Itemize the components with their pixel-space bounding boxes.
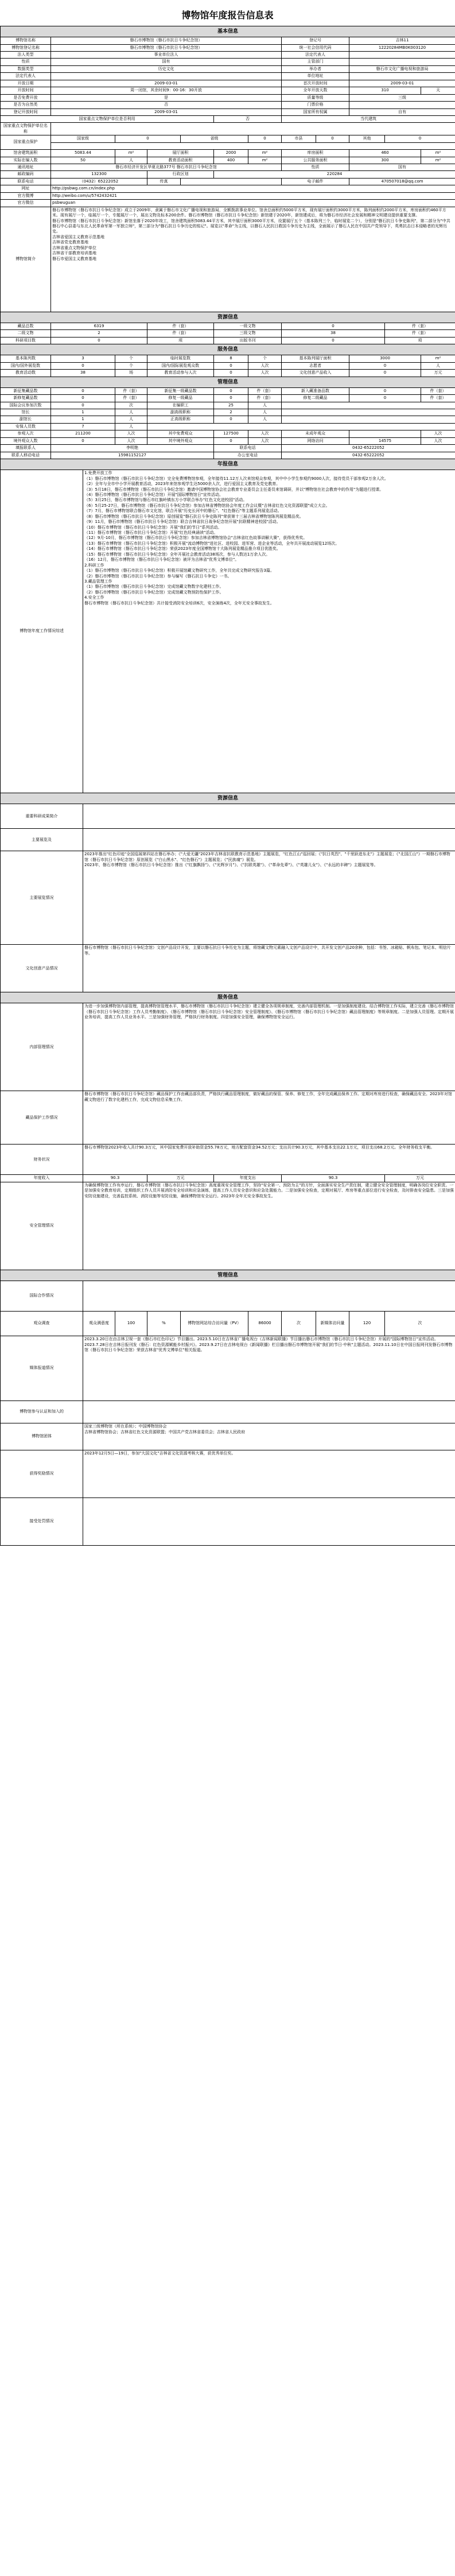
wechat-label: 官方微信 — [1, 200, 51, 207]
state-value: 否 — [214, 115, 282, 122]
new-coll-label: 新征集藏品数 — [1, 387, 51, 394]
grade2-value: 2 — [51, 330, 147, 337]
security-blank — [147, 423, 455, 430]
cultural-label: 文化创意产品收入 — [282, 370, 349, 377]
senior-label: 正高级职称 — [147, 416, 214, 423]
areacode-label: 行政区划 — [147, 171, 214, 178]
director-count-unit: 人 — [115, 409, 147, 416]
satisfaction-unit: % — [147, 1312, 181, 1336]
staff-total-unit: 次 — [115, 402, 147, 409]
senior-unit: 人 — [248, 416, 282, 423]
contact-label: 填报联系人 — [1, 445, 51, 452]
penalty-value — [83, 1498, 455, 1546]
satisfaction-value: 100 — [115, 1312, 147, 1336]
owner-label: 国家所有权属 — [282, 108, 349, 115]
ticket-value — [349, 102, 455, 108]
cultural-product-value: 磐石市博物馆（磐石市抗日斗争纪念馆）文创产品设计开发，主要以磐石抗日斗争历史为主题，将馆藏文物元素融入文创产品设计中，共开发文创产品20余种，包括：书签、冰箱贴、帆布包、笔记本、明信片等。 — [83, 945, 455, 992]
zip-value: 132300 — [51, 171, 147, 178]
repair-other-label: 修复二级藏品 — [282, 395, 349, 402]
storage-unit: m² — [421, 150, 455, 157]
web-visit-value: 86000 — [248, 1312, 282, 1336]
edu-label: 教育活动数 — [1, 370, 51, 377]
legal-rep-value — [349, 52, 455, 59]
address-value — [349, 73, 455, 80]
vol-unit: 人 — [421, 362, 455, 369]
new-grade-unit: 件（套） — [248, 387, 282, 394]
basic-ex-label: 基本陈列数 — [1, 355, 51, 362]
overseas-value: 0 — [51, 437, 115, 444]
repair-grade-unit: 件（套） — [248, 395, 282, 402]
legal-label: 法人类型 — [1, 52, 51, 59]
basic-ex-area-unit: m² — [421, 355, 455, 362]
staff-value: 50 — [51, 157, 115, 164]
minors-unit: 人次 — [421, 430, 455, 437]
section-basic: 基本信息 — [1, 26, 455, 37]
free-visit-value: 127500 — [214, 430, 248, 437]
staff-label: 实际在编人数 — [1, 157, 51, 164]
contact-phone-value: 0432-65222052 — [282, 445, 455, 452]
repair-grade-label: 修复一级藏品 — [147, 395, 214, 402]
edu-area-value: 400 — [214, 157, 248, 164]
unit-value: 当代建筑 — [282, 115, 455, 122]
level-other-label: 其他 — [349, 135, 385, 142]
satisfaction-label: 观众满意度 — [83, 1312, 115, 1336]
open-date-value: 2009-03-01 — [51, 80, 282, 87]
online-visit-value: 14575 — [349, 437, 421, 444]
level-country-label: 国家级 — [51, 135, 115, 142]
phone-value: （0432）65222052 — [51, 178, 147, 185]
nature2-label: 性质 — [282, 164, 349, 171]
level-province-label: 省级 — [181, 135, 248, 142]
open-date-label: 开放日期 — [1, 80, 51, 87]
mid-label: 副高级职称 — [147, 409, 214, 416]
exhibit-area-label: 展厅面积 — [147, 150, 214, 157]
annual-days-label: 全年开放天数 — [282, 87, 349, 94]
intro-value: 磐石市博物馆（磐石市抗日斗争纪念馆）成立于2009年，隶属于磐石市文化广播电视和旅游局，全额拨款事业单位。馆舍总面积约5000平方米，现有展厅面积约3000平方米，陈列面积约2000平方米，库房面积约460平方米。现有展厅一个，临展厅一个，专题展厅一个，展出文物及标本200余件。磐石市博物馆（磐石市抗日斗争纪念馆）新馆建于2020年，新馆建成后，将为磐石市经济社会发展和精神文明建设提供重要支撑。 磐石市博物馆（磐石市抗日斗争纪念馆）新馆坐落于2020年竣工，馆舍建筑面积5083.44平方米，其中展厅面积3000平方米，设置展厅五个（基本陈列三个，临时展览二个），分别是"磐石抗日斗争史陈列"，第二部分为"中共磐石中心县委与东北人民革命军第一军独立师"，第三部分为"磐石抗日斗争历史的铭记"。展览以"革命"为主线，以磐石人民抗日救国斗争历史为主线，全面展示了磐石人民在中国共产党领导下，英勇抗击日本侵略者的光辉历史。 吉林省爱国主义教育示范基地 吉林省党史教育基地 吉林省重点文物保护单位 吉林省干部教育培训基地 磐石市爱国主义教育基地 — [51, 207, 455, 312]
reg-no-value: 吉林11 — [349, 37, 455, 44]
security-value: 7 — [51, 423, 115, 430]
free-value: 是 — [51, 94, 282, 101]
reg-name-value: 磐石市博物馆（磐石市抗日斗争纪念馆） — [51, 44, 282, 51]
fax-value — [181, 178, 282, 185]
temp-ex-value: 8 — [214, 355, 248, 362]
section-service: 服务信息 — [1, 344, 455, 355]
year-income-label: 年度收入 — [1, 1175, 83, 1182]
online-visit-label: 网络访问 — [282, 437, 349, 444]
paper-label: 出版书刊 — [214, 337, 282, 344]
site-label: 网址 — [1, 185, 51, 192]
reg-name-label: 博物馆登记名称 — [1, 44, 51, 51]
building-area-label: 馆舍建筑面积 — [1, 150, 51, 157]
reg-no-label: 登记号 — [282, 37, 349, 44]
ticket-label: 门票价格 — [282, 102, 349, 108]
penalty-label: 接受处罚情况 — [1, 1498, 83, 1546]
area-title-label: 国家重点保护 — [1, 135, 51, 150]
zip-label: 邮政编码 — [1, 171, 51, 178]
postal-label: 通讯地址 — [1, 164, 51, 171]
finance-value: 磐石市博物馆2023年收入共计90.3万元，其中国家免费开放补助资金55.78万元，地方配套资金34.52万元；支出共计90.3万元，其中基本支出22.1万元，项目支出68.2万元。全年财务收支平衡。 — [83, 1145, 455, 1175]
section-management: 管理信息 — [1, 377, 455, 387]
safety-label: 安全管理情况 — [1, 1182, 83, 1270]
grade1-unit: 件（套） — [385, 323, 455, 329]
edu-visitor-value: 0 — [214, 370, 248, 377]
mobile-label: 联系人移动电话 — [1, 452, 51, 459]
fax-label: 传真 — [147, 178, 181, 185]
mobile-visit-label: 新媒体访问量 — [316, 1312, 349, 1336]
repair-value: 0 — [51, 395, 115, 402]
repair-grade-value: 0 — [214, 395, 248, 402]
exhibit-label2: 主要展览情况 — [1, 851, 83, 945]
office-label: 办公室电话 — [214, 452, 282, 459]
research-label: 科研项目数 — [1, 337, 51, 344]
vol-value: 0 — [349, 362, 421, 369]
credit-value: 12220284MB0K003120 — [349, 44, 455, 51]
public-area-label: 公共服务面积 — [282, 157, 349, 164]
phone-label: 联系电话 — [1, 178, 51, 185]
new-coll-value: 0 — [51, 387, 115, 394]
total-value: 6319 — [51, 323, 147, 329]
staff-unit: 人 — [115, 157, 147, 164]
survey-label: 观众调查 — [1, 1312, 83, 1336]
mid-unit: 人 — [248, 409, 282, 416]
edu-visitor-unit: 人次 — [248, 370, 282, 377]
year-expense-unit: 万元 — [385, 1175, 455, 1182]
grade3-label: 三级文物 — [214, 330, 282, 337]
intl-visitor-label: 国内/国际展览观众数 — [147, 362, 214, 369]
building-unit: m² — [115, 150, 147, 157]
basic-ex-area-value: 3000 — [349, 355, 421, 362]
repair-unit: 件（套） — [115, 395, 147, 402]
temp-ex-label: 临时展览数 — [147, 355, 214, 362]
name-value: 磐石市博物馆（磐石市抗日斗争纪念馆） — [51, 37, 282, 44]
legal-rep-label: 法定代表人 — [282, 52, 349, 59]
member-label2: 博物馆团体 — [1, 1423, 83, 1450]
section-resources2: 资源信息 — [1, 793, 455, 804]
host-value: 磐石市文化广播电视和旅游局 — [349, 65, 455, 72]
security-label: 安保人员数 — [1, 423, 51, 430]
intl-visit-label: 其中境外观众 — [147, 437, 214, 444]
year-income-value: 90.3 — [83, 1175, 147, 1182]
state-label: 国家重点文物保护单位是否利用 — [1, 115, 214, 122]
free-visit-unit: 人次 — [248, 430, 282, 437]
level-country-value: 0 — [115, 135, 181, 142]
coop-value — [83, 1281, 455, 1312]
unit-label: 国家重点文物保护单位名称 — [1, 123, 51, 135]
nature-label: 性质 — [1, 59, 51, 65]
grade2-unit: 件（套） — [147, 330, 214, 337]
contact-value: 李明艳 — [51, 445, 214, 452]
open-time-label: 开放时间 — [1, 87, 51, 94]
area-blank — [51, 142, 455, 149]
level-city-value: 0 — [316, 135, 349, 142]
mid-blank — [282, 409, 455, 416]
paper-value: 0 — [282, 337, 385, 344]
new-cat-label: 新入藏准备品数 — [282, 387, 349, 394]
paper-unit: 项 — [385, 337, 455, 344]
year-income-unit: 万元 — [147, 1175, 214, 1182]
public-unit: m² — [421, 157, 455, 164]
member-blank — [83, 1401, 455, 1423]
senior-value: 0 — [214, 416, 248, 423]
grade3-value: 38 — [282, 330, 385, 337]
employees-label: 在编职工 — [147, 402, 214, 409]
first-open-label: 首次开放时间 — [282, 80, 349, 87]
intl-ex-unit: 个 — [115, 362, 147, 369]
credit-label: 统一社会信用代码 — [282, 44, 349, 51]
coop-label: 国际合作情况 — [1, 1281, 83, 1312]
nature-value: 国有 — [51, 59, 282, 65]
exhibit-value: 2023年推出"红色印迹"全国巡展第四站在磐石举办；《"大爱无疆"2023年吉林省抗联教育示范基地》主题展览，"红色江山"巡回展；《"抗日英烈"、"千里跃进东北"》主题展览；《"北国江山"》一期磐石市博物馆（磐石市抗日斗争纪念馆）原创展览《"白山黑水"、"红色磐石"》主题展览；《"民族魂"》展览。 2023年，磐石市博物馆（磐石市抗日斗争纪念馆）推出《"红旗飘扬"》、《"光辉岁月"》、《"抗联英雄"》、《"革命先辈"》、《"英雄儿女"》、《"永远的丰碑"》主题展览等。 — [83, 851, 455, 945]
basic-ex-value: 3 — [51, 355, 115, 362]
free-label: 是否免费开放 — [1, 94, 51, 101]
employees-unit: 人 — [248, 402, 282, 409]
intro-label: 博物馆简介 — [1, 207, 51, 312]
deputy-value: 1 — [51, 416, 115, 423]
org-label: 主管部门 — [282, 59, 349, 65]
level-value: 三级 — [349, 94, 455, 101]
edu-unit-cell: 场 — [115, 370, 147, 377]
year-expense-value: 90.3 — [282, 1175, 385, 1182]
intl-visit-unit: 人次 — [248, 437, 282, 444]
inner-label: 内部管理情况 — [1, 1003, 83, 1091]
web-visit-unit: 次 — [282, 1312, 316, 1336]
intl-visitor-unit: 人次 — [248, 362, 282, 369]
cultural-product-label: 文化创意产品情况 — [1, 945, 83, 992]
postal-value: 磐石市经济开发区华夏北路377号 磐石市抗日斗争纪念馆 — [51, 164, 282, 171]
edu-value: 38 — [51, 370, 115, 377]
section-resources: 资源信息 — [1, 312, 455, 323]
intl-ex-label: 国内/国外展览数 — [1, 362, 51, 369]
reg-open-value: 2009-03-01 — [51, 108, 282, 115]
director-value — [51, 73, 282, 80]
new-coll-unit: 件（套） — [115, 387, 147, 394]
section-management2: 管理信息 — [1, 1270, 455, 1281]
total-label: 藏品总数 — [1, 323, 51, 329]
visitors-value: 211200 — [51, 430, 115, 437]
cultural-unit: 万元 — [421, 370, 455, 377]
important-value — [83, 804, 455, 829]
level-province-value: 0 — [248, 135, 282, 142]
finance-label: 财务状况 — [1, 1145, 83, 1175]
employees-value: 25 — [214, 402, 248, 409]
section-annual: 年报信息 — [1, 459, 455, 470]
section-service2: 服务信息 — [1, 992, 455, 1003]
important-label: 重要科研成果简介 — [1, 804, 83, 829]
exhibit-unit: m² — [248, 150, 282, 157]
staff-total-label: 国际会议参加次数 — [1, 402, 51, 409]
repair-label: 新修复藏品数 — [1, 395, 51, 402]
cultural-value: 0 — [349, 370, 421, 377]
unit-blank — [51, 123, 455, 135]
director-count-label: 馆长 — [1, 409, 51, 416]
edu-area-label: 教育活动面积 — [147, 157, 214, 164]
temp-ex-unit: 个 — [248, 355, 282, 362]
grade1-value: 0 — [282, 323, 385, 329]
grade2-label: 二级文物 — [1, 330, 51, 337]
reg-open-label: 登记开放时间 — [1, 108, 51, 115]
site-value[interactable]: http://psbwg.com.cn/index.php — [51, 185, 455, 192]
wechat-value: psbwuguan — [51, 200, 455, 207]
director-label: 法定代表人 — [1, 73, 51, 80]
areacode-value: 220284 — [214, 171, 455, 178]
weibo-label: 官方微博 — [1, 192, 51, 199]
mobile-visit-value: 120 — [349, 1312, 385, 1336]
exhibit-label: 主要展览及 — [1, 829, 83, 851]
research-value: 0 — [51, 337, 147, 344]
media-value: 2023.3.20日在由吉林卫视一套《磐石市红色印记》节目播出。2023.5.10日在吉林省广播电视台《吉林新闻联播》节目播出磐石市博物馆（磐石市抗日斗争纪念馆）开展的"国际博物馆日"宣传活动。2023.7.28日在吉林日报刊发《磐石：红色资源赋能乡村振兴》。2023.9.27日在吉林电视台《新闻联播》栏目播出磐石市博物馆开展"我们的节日·中秋"主题活动。2023.11.10日在中国日报网刊发磐石市博物馆（磐石市抗日斗争纪念馆）荣获吉林省"优秀文博单位"相关报道。 — [83, 1336, 455, 1401]
new-grade-value: 0 — [214, 387, 248, 394]
member-value: 国家三级博物馆（所在系统）；中国博物馆协会 吉林省博物馆协会；吉林省红色文化资源联盟；中国共产党吉林省委员会；吉林省人民政府 — [83, 1423, 455, 1450]
total-unit: 件（套） — [147, 323, 214, 329]
online-visit-unit: 人次 — [421, 437, 455, 444]
annual-days-value: 310 — [349, 87, 421, 94]
safety-value: 为确保博物馆工作有序运行，磐石市博物馆（磐石市抗日斗争纪念馆）高度重视安全管理工作，坚持"安全第一、预防为主"的方针，全面落实安全生产责任制，建立健全安全管理制度，明确各岗位安全职责。一是加强安全教育培训，定期组织工作人员开展消防安全培训和应急演练，提高工作人员安全意识和应急处置能力。二是加强安全检查，定期对展厅、库房等重点部位进行安全检查，及时排查安全隐患。三是加强安防设施建设，完善监控系统、消防设施等安防设施，确保博物馆安全运行。2023年全年无安全事故发生。 — [83, 1182, 455, 1270]
research-unit: 项 — [147, 337, 214, 344]
senior-blank — [282, 416, 455, 423]
mid-value: 2 — [214, 409, 248, 416]
media-label: 媒体报道情况 — [1, 1336, 83, 1401]
public-area-value: 300 — [349, 157, 421, 164]
level-city-label: 市县 — [282, 135, 316, 142]
intl-ex-value: 0 — [51, 362, 115, 369]
exhibit-blank — [83, 829, 455, 851]
deputy-label: 副馆长 — [1, 416, 51, 423]
repair-other-value: 0 — [349, 395, 421, 402]
basic-ex-area-label: 基本陈列展厅面积 — [282, 355, 349, 362]
security-unit: 人 — [115, 423, 147, 430]
free-visit-label: 其中免费观众 — [147, 430, 214, 437]
open-time-value: 周一闭馆，其余时间9：00-16：30开放 — [51, 87, 282, 94]
storage-area-label: 库房面积 — [282, 150, 349, 157]
level-other-value: 0 — [385, 135, 455, 142]
award-value: 2023年12月5日—19日，参加"大国文化"吉林省文化资源考核大赛，获优秀单位奖。 — [83, 1450, 455, 1498]
grade3-unit: 件（套） — [385, 330, 455, 337]
grade1-label: 一级文物 — [214, 323, 282, 329]
inner-value: 为进一步加强博物馆内部管理，提高博物馆管理水平，磐石市博物馆（磐石市抗日斗争纪念馆）建立健全各项规章制度，完善内部管理机制。一是加强制度建设。结合博物馆工作实际，建立完善《磐石市博物馆（磐石市抗日斗争纪念馆）工作人员考勤制度》、《磐石市博物馆（磐石市抗日斗争纪念馆）安全管理制度》、《磐石市博物馆（磐石市抗日斗争纪念馆）藏品管理制度》等规章制度。二是加强人员管理。定期开展业务培训，提高工作人员业务水平。三是加强财务管理，严格执行财务制度。四是加强安全管理，确保博物馆安全运行。 — [83, 1003, 455, 1091]
type-label: 数据类型 — [1, 65, 51, 72]
intl-visitor-value: 0 — [214, 362, 248, 369]
edu-unit: m² — [248, 157, 282, 164]
address-label: 单位地址 — [282, 73, 349, 80]
storage-area-value: 460 — [349, 150, 421, 157]
office-value: 0432-65222052 — [282, 452, 455, 459]
legal-value: 事业单位法人 — [51, 52, 282, 59]
mobile-visit-unit: 次 — [385, 1312, 455, 1336]
minors-label: 未成年观众 — [282, 430, 349, 437]
award-label: 获得奖励情况 — [1, 1450, 83, 1498]
host-label: 举办者 — [282, 65, 349, 72]
overseas-unit: 人次 — [115, 437, 147, 444]
owner-value: 自有 — [349, 108, 455, 115]
visitors-unit: 人次 — [115, 430, 147, 437]
natural-value: 否 — [51, 102, 282, 108]
email-label: 电子邮件 — [282, 178, 349, 185]
org-value — [349, 59, 455, 65]
year-expense-label: 年度支出 — [214, 1175, 282, 1182]
deputy-unit: 人 — [115, 416, 147, 423]
collection-label: 藏品保护工作情况 — [1, 1091, 83, 1145]
overseas-label: 境外观众人数 — [1, 437, 51, 444]
basic-ex-unit: 个 — [115, 355, 147, 362]
member-label: 博物馆参与认证和加入的 — [1, 1401, 83, 1423]
director-count-value: 1 — [51, 409, 115, 416]
visitors-label: 参观人次 — [1, 430, 51, 437]
annual-days-unit: 天 — [421, 87, 455, 94]
employees-blank — [282, 402, 455, 409]
edu-visitor-label: 教育活动参与人次 — [147, 370, 214, 377]
web-visit-label: 博物馆网站综合访问量（PV） — [181, 1312, 248, 1336]
exhibit-area-value: 2000 — [214, 150, 248, 157]
weibo-value[interactable]: http://weibo.com/u/5742432421 — [51, 192, 455, 199]
building-area-value: 5083.44 — [51, 150, 115, 157]
new-cat-value: 0 — [349, 387, 421, 394]
report-table — [0, 26, 455, 1546]
new-cat-unit: 件（套） — [421, 387, 455, 394]
level-label: 质量等级 — [282, 94, 349, 101]
intl-visit-value: 0 — [214, 437, 248, 444]
name-label: 博物馆名称 — [1, 37, 51, 44]
collection-value: 磐石市博物馆（磐石市抗日斗争纪念馆）藏品保护工作由藏品部负责，严格执行藏品管理制度，做好藏品的保管、保养、修复工作，全年完成藏品保养工作。定期对库房进行检查，确保藏品安全。2023年对馆藏文物进行了数字化建档工作，完成文物信息采集工作。 — [83, 1091, 455, 1145]
report-value: 1.免费开放工作 （1）磐石市博物馆（磐石市抗日斗争纪念馆）完全免费博物馆参观，全年接待11.12万人次来馆观众参观，其中中小学生参观约9000人次，接待党员干部参观2万余人次。 （2）全年与全市中小学开展教育活动，2023年来馆参观学生达5000余人次，进行爱国主义教育及党史教育。 （3）5月18日，磐石市博物馆（磐石市抗日斗争纪念馆）邀请中国博物馆协会社会教育专业委员会主任委员来馆调研，并以"博物馆在社会教育中的作用"为题进行授课。 （4）磐石市博物馆（磐石市抗日斗争纪念馆）开展"国际博物馆日"宣传活动。 （5）3月25日，磐石市博物馆与磐石市红旗岭镇东方小学联合举办"红色文化进校园"活动。 （6）5月25-27日，磐石市博物馆（磐石市抗日斗争纪念馆）参加吉林省博物馆协会年度工作会议暨"吉林省红色文化资源联盟"成立大会。 （7）7月，磐石市博物馆联合磐石市文化馆，联合开展"历史长河中的磐石"、"红色磐石"等主题系列展览活动。 （8）磐石市博物馆（磐石市抗日斗争纪念馆）原创展览"磐石抗日斗争史陈列"荣获第十三届吉林省博物馆陈列展览精品奖。 （9）11月，磐石市博物馆（磐石市抗日斗争纪念馆）联合吉林省抗日战争纪念馆开展"抗联精神进校园"活动。 （10）磐石市博物馆（磐石市抗日斗争纪念馆）开展"我们的节日"系列活动。 （11）磐石市博物馆（磐石市抗日斗争纪念馆）开展"红色经典诵读"活动。 （12）9月-10月，磐石市博物馆（磐石市抗日斗争纪念馆）参加吉林省博物馆协会"吉林省红色故事讲解大赛"，获得优秀奖。 （13）磐石市博物馆（磐石市抗日斗争纪念馆）积极开展"流动博物馆"进社区、进校园、进军营、进企业等活动，全年共开展流动展览12场次。 （14）磐石市博物馆（磐石市抗日斗争纪念馆）荣获2023年度全国博物馆十大陈列展览精品推介项目优胜奖。 （15）磐石市博物馆（磐石市抗日斗争纪念馆）全年开展社会教育活动38场次，参与人数达1万余人次。 （16）12月，磐石市博物馆（磐石市抗日斗争纪念馆）被评为吉林省"优秀文博单位"。 2.科研工作 （1）磐石市博物馆（磐石市抗日斗争纪念馆）积极开展馆藏文物研究工作，全年共完成文物研究报告3篇。 （2）磐石市博物馆（磐石市抗日斗争纪念馆）参与编写《磐石抗日斗争史》一书。 3.藏品管理工作 （1）磐石市博物馆（磐石市抗日斗争纪念馆）完成馆藏文物数字化建档工作。 （2）磐石市博物馆（磐石市抗日斗争纪念馆）完成馆藏文物预防性保护工作。 4.安全工作 磐石市博物馆（磐石市抗日斗争纪念馆）共计接受消防安全培训6次，安全演练4次，全年无安全事故发生。 — [83, 470, 455, 793]
vol-label: 志愿者 — [282, 362, 349, 369]
repair-other-unit: 件（套） — [421, 395, 455, 402]
email-value: 470507018@qq.com — [349, 178, 455, 185]
staff-total-value: 0 — [51, 402, 115, 409]
natural-label: 是否为自然类 — [1, 102, 51, 108]
mobile-value: 15981152127 — [51, 452, 214, 459]
type-value: 历史文化 — [51, 65, 282, 72]
page-title: 博物馆年度报告信息表 — [181, 10, 274, 21]
new-grade-label: 新征集一级藏品数 — [147, 387, 214, 394]
nature2-value: 国有 — [349, 164, 455, 171]
contact-phone-label: 联系电话 — [214, 445, 282, 452]
minors-value — [349, 430, 421, 437]
first-open-value: 2009-03-01 — [349, 80, 455, 87]
report-label: 博物馆年度工作情况综述 — [1, 470, 83, 793]
